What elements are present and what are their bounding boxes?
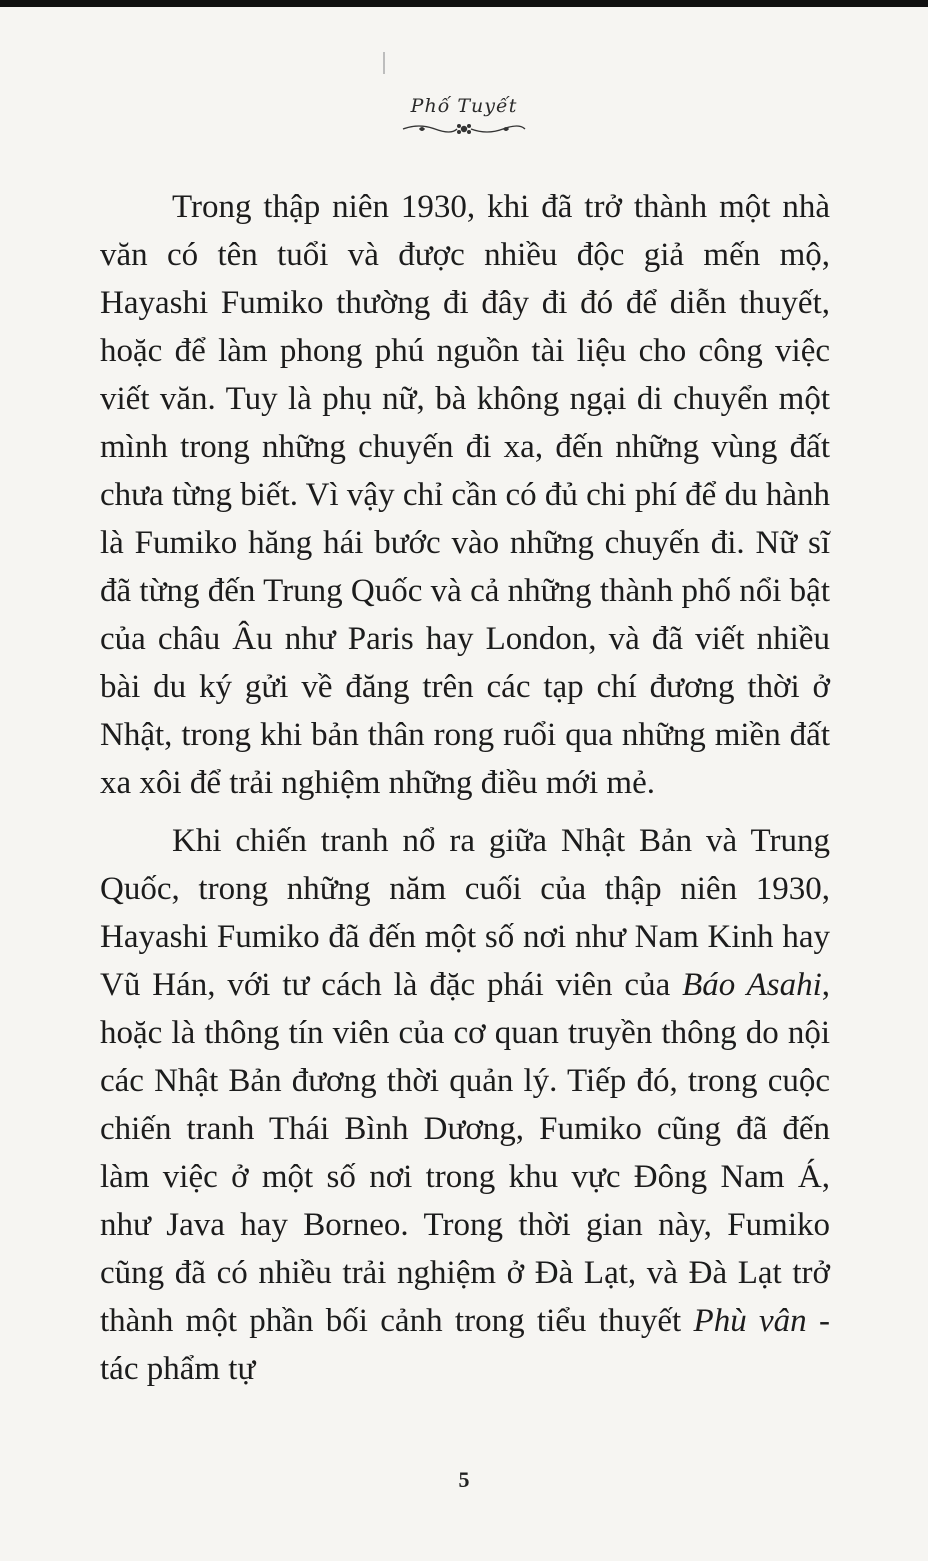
italic-title-text: Phù vân bbox=[693, 1303, 807, 1339]
italic-title-text: Báo Asahi bbox=[682, 967, 822, 1003]
running-header bbox=[0, 95, 928, 137]
body-paragraph bbox=[100, 183, 830, 807]
flourish-ornament-icon bbox=[399, 121, 529, 137]
body-paragraph bbox=[100, 817, 830, 1393]
body-text bbox=[100, 183, 830, 1393]
paragraph-text: Trong thập niên 1930, khi đã trở thành một nhà văn có tên tuổi và được nhiều độc giả mến mộ, Hayashi Fumiko thường đi đây đi đó để diễn thuyết, hoặc để làm phong phú nguồn tài liệu cho công việc viết văn. Tuy là phụ nữ, bà không ngại di chuyển một mình trong những chuyến đi xa, đến những vùng đất chưa từng biết. Vì vậy chỉ cần có đủ chi phí để du hành là Fumiko hăng hái bước vào những chuyến đi. Nữ sĩ đã từng đến Trung Quốc và cả những thành phố nổi bật của châu Âu như Paris hay London, và đã viết nhiều bài du ký gửi về đăng trên các tạp chí đương thời ở Nhật, trong khi bản thân rong ruổi qua những miền đất xa xôi để trải nghiệm những điều mới mẻ. bbox=[100, 189, 830, 801]
paragraph-text: Khi chiến tranh nổ ra giữa Nhật Bản và Trung Quốc, trong những năm cuối của thập niên 1930, Hayashi Fumiko đã đến một số nơi như Nam Kinh hay Vũ Hán, với tư cách là đặc phái viên của bbox=[100, 823, 830, 1003]
page-number: 5 bbox=[458, 1467, 470, 1492]
page-margin-mark bbox=[383, 52, 385, 74]
running-header-title: Phố Tuyết bbox=[410, 95, 518, 117]
paragraph-text: - tác phẩm tự bbox=[100, 1303, 830, 1387]
paragraph-text: , hoặc là thông tín viên của cơ quan truyền thông do nội các Nhật Bản đương thời quản lý. Tiếp đó, trong cuộc chiến tranh Thái Bình Dương, Fumiko cũng đã đến làm việc ở một số nơi trong khu vực Đông Nam Á, như Java hay Borneo. Trong thời gian này, Fumiko cũng đã có nhiều trải nghiệm ở Đà Lạt, và Đà Lạt trở thành một phần bối cảnh trong tiểu thuyết bbox=[100, 967, 830, 1339]
